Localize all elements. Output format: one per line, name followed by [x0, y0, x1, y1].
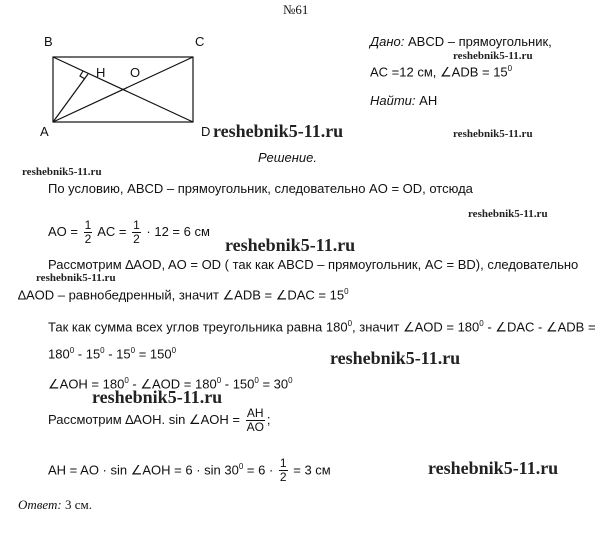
find-line [370, 93, 437, 108]
watermark: reshebnik5-11.ru [213, 121, 344, 141]
solution-line-3: Рассмотрим ∆AOD, AO = OD ( так как ABCD – прямоугольник, AC = BD), следовательно [48, 257, 579, 272]
label-b: B [44, 34, 53, 49]
given-text: ABCD – прямоугольник, [408, 34, 552, 49]
watermark: reshebnik5-11.ru [428, 458, 559, 478]
fraction: $\frac{1}{2}$ [84, 218, 92, 247]
watermark: reshebnik5-11.ru [36, 272, 116, 284]
solution-line-4: ∆AOD – равнобедренный, значит ∠ADB = ∠DAC = $15^0$ [18, 287, 349, 303]
answer-label: Ответ: [18, 497, 62, 512]
solution-line-6: $180^0 - 15^0 - 15^0 = 150^0$ [48, 346, 177, 362]
solution-line-1: По условию, ABCD – прямоугольник, следовательно AO = OD, отсюда [48, 181, 473, 196]
problem-number: №61 [283, 2, 309, 17]
label-h: H [96, 65, 106, 80]
label-c: C [195, 34, 205, 49]
label-d: D [201, 124, 211, 139]
given-line-2: AC =12 см, ∠ADB = $15^0$ [370, 64, 513, 80]
given-line-1 [370, 34, 552, 49]
fraction: $\frac{1}{2}$ [133, 218, 140, 247]
watermark: reshebnik5-11.ru [468, 208, 548, 220]
label-o: O [130, 65, 141, 80]
watermark: reshebnik5-11.ru [22, 166, 102, 178]
watermark: reshebnik5-11.ru [453, 128, 533, 140]
find-label: Найти: [370, 93, 416, 108]
answer-line [18, 497, 92, 513]
fraction: $\frac{1}{2}$ [279, 456, 287, 485]
height-ah [53, 74, 88, 122]
solution-line-5: Так как сумма всех углов треугольника равна $180^0$, значит ∠AOD = $180^0$ - ∠DAC - ∠ADB = [48, 319, 596, 335]
solution-heading: Решение. [258, 150, 318, 165]
label-a: A [40, 124, 49, 139]
watermark: reshebnik5-11.ru [453, 50, 533, 62]
solution-line-7: ∠AOH = $180^0$ - ∠AOD = $180^0 - 150^0 = 30^0$ [48, 376, 293, 392]
solution-line-9: AH = AO · sin ∠AOH = $6 \cdot \sin 30^0 = 6$ · $\frac{1}{2}$ = 3 см [48, 456, 331, 485]
fraction: $\frac{AH}{AO}$ [246, 406, 264, 435]
watermark: reshebnik5-11.ru [92, 387, 223, 407]
find-text: AH [419, 93, 438, 108]
solution-line-2: AO = $\frac{1}{2}$ AC = $\frac{1}{2}$ · 12 = 6 см [48, 218, 210, 247]
right-angle-mark [80, 71, 85, 79]
watermark: reshebnik5-11.ru [225, 235, 356, 255]
given-label: Дано: [370, 34, 405, 49]
solution-line-8: Рассмотрим ∆AOH. sin ∠AOH = $\frac{AH}{AO}$ ; [48, 406, 271, 435]
watermark: reshebnik5-11.ru [330, 348, 461, 368]
answer-text: 3 см. [61, 497, 92, 512]
rectangle-figure [0, 0, 230, 140]
